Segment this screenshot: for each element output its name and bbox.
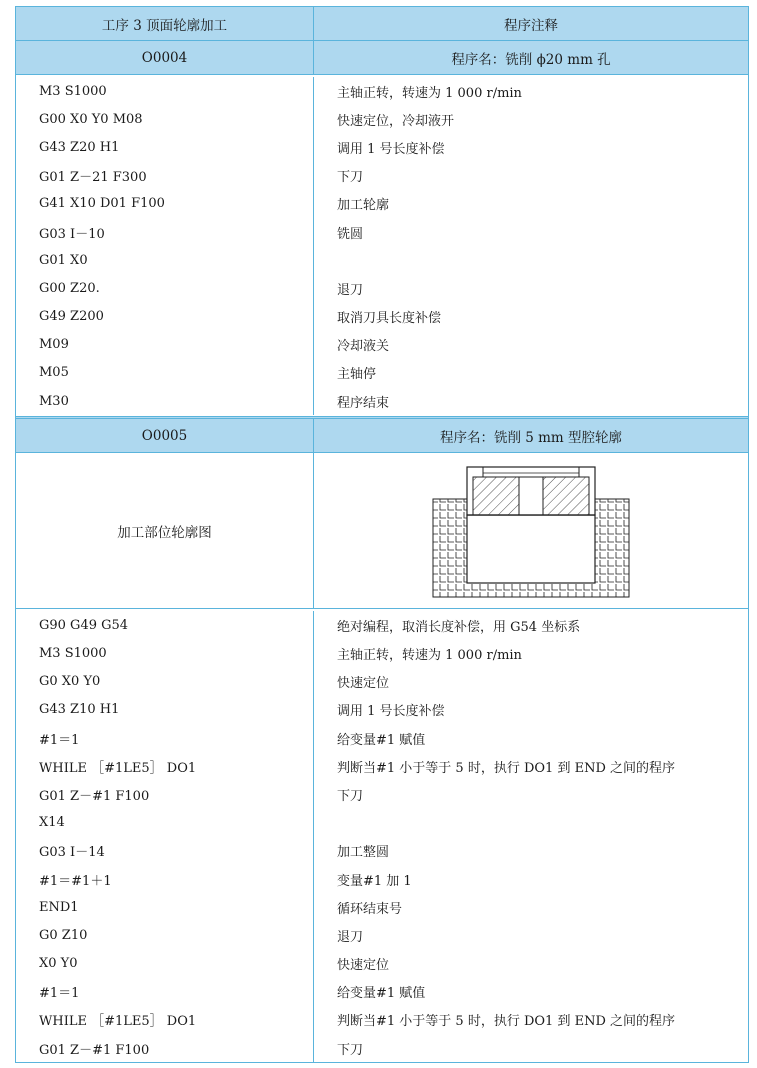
- note-cell: 调用 1 号长度补偿: [337, 141, 445, 157]
- note-cell: 下刀: [337, 1042, 364, 1058]
- table-row: [16, 639, 748, 667]
- code-cell: G03 I－10: [16, 218, 314, 246]
- section1-program-no: O0004: [16, 41, 314, 74]
- table-row: [16, 190, 748, 218]
- note-cell: 程序结束: [337, 395, 390, 411]
- code-cell: M05: [16, 359, 314, 387]
- table-row: [16, 780, 748, 808]
- table-row: [16, 105, 748, 133]
- table-row: [16, 274, 748, 302]
- table-row: [16, 331, 748, 359]
- code-cell: #1＝1: [16, 724, 314, 752]
- code-cell: G43 Z10 H1: [16, 696, 314, 724]
- note-cell: 循环结束号: [337, 901, 403, 917]
- table-row: [16, 950, 748, 978]
- note-cell: 退刀: [337, 929, 364, 945]
- code-cell: G00 X0 Y0 M08: [16, 105, 314, 133]
- note-cell: 快速定位，冷却液开: [337, 113, 455, 129]
- note-cell: 主轴停: [337, 367, 377, 383]
- figure-row: [16, 452, 748, 609]
- code-cell: X14: [16, 809, 314, 837]
- note-cell: 主轴正转，转速为 1 000 r/min: [337, 648, 522, 664]
- table-row: [16, 696, 748, 724]
- code-cell: M30: [16, 387, 314, 415]
- note-cell: 冷却液关: [337, 339, 390, 355]
- code-cell: G03 I－14: [16, 837, 314, 865]
- table-row: [16, 668, 748, 696]
- code-cell: X0 Y0: [16, 950, 314, 978]
- note-cell: 快速定位: [337, 676, 390, 692]
- code-cell: G41 X10 D01 F100: [16, 190, 314, 218]
- code-cell: G01 X0: [16, 246, 314, 274]
- note-cell: 下刀: [337, 170, 364, 186]
- code-cell: G00 Z20.: [16, 274, 314, 302]
- table-row: [16, 162, 748, 190]
- table-row: [16, 837, 748, 865]
- note-cell: [314, 809, 748, 837]
- table-row: [16, 724, 748, 752]
- code-cell: G0 Z10: [16, 921, 314, 949]
- code-cell: END1: [16, 893, 314, 921]
- note-cell: 退刀: [337, 282, 364, 298]
- figure-label: 加工部位轮廓图: [16, 453, 314, 608]
- note-cell: 调用 1 号长度补偿: [337, 704, 445, 720]
- code-cell: G01 Z－#1 F100: [16, 780, 314, 808]
- note-cell: 判断当#1 小于等于 5 时，执行 DO1 到 END 之间的程序: [337, 1014, 676, 1030]
- section2-rows: [16, 609, 748, 1062]
- code-cell: M09: [16, 331, 314, 359]
- figure-cell: [314, 453, 748, 608]
- code-cell: G43 Z20 H1: [16, 133, 314, 161]
- table-row: [16, 77, 748, 105]
- note-cell: 加工整圆: [337, 845, 390, 861]
- table-row: [16, 611, 748, 639]
- note-cell: 绝对编程，取消长度补偿，用 G54 坐标系: [337, 619, 581, 635]
- note-cell: 主轴正转，转速为 1 000 r/min: [337, 85, 522, 101]
- table-row: [16, 978, 748, 1006]
- section2-program-no: O0005: [16, 419, 314, 452]
- note-cell: 铣圆: [337, 226, 364, 242]
- table-row: [16, 752, 748, 780]
- section1-rows: [16, 74, 748, 416]
- note-cell: 变量#1 加 1: [337, 873, 412, 889]
- note-cell: 给变量#1 赋值: [337, 732, 426, 748]
- table-row: [16, 133, 748, 161]
- table-row: [16, 359, 748, 387]
- table-row: [16, 387, 748, 415]
- table-header: [16, 7, 748, 40]
- code-cell: G0 X0 Y0: [16, 668, 314, 696]
- cavity-section-drawing: [431, 463, 631, 599]
- table-row: [16, 921, 748, 949]
- note-cell: 加工轮廓: [337, 198, 390, 214]
- program-table: [15, 6, 749, 1063]
- code-cell: G90 G49 G54: [16, 611, 314, 639]
- code-cell: G49 Z200: [16, 303, 314, 331]
- code-cell: M3 S1000: [16, 77, 314, 105]
- section1-program-name: 程序名：铣削 ϕ20 mm 孔: [451, 51, 611, 68]
- header-process: 工序 3 顶面轮廓加工: [16, 7, 314, 40]
- code-cell: #1＝1: [16, 978, 314, 1006]
- code-cell: G01 Z－#1 F100: [16, 1034, 314, 1062]
- table-row: [16, 218, 748, 246]
- code-cell: WHILE ［#1LE5］ DO1: [16, 1006, 314, 1034]
- table-row: [16, 246, 748, 274]
- note-cell: 下刀: [337, 788, 364, 804]
- note-cell: [314, 246, 748, 274]
- code-cell: WHILE ［#1LE5］ DO1: [16, 752, 314, 780]
- code-cell: G01 Z－21 F300: [16, 162, 314, 190]
- table-row: [16, 865, 748, 893]
- section2-program-name: 程序名：铣削 5 mm 型腔轮廓: [439, 429, 623, 446]
- table-row: [16, 1034, 748, 1062]
- note-cell: 快速定位: [337, 958, 390, 974]
- section1-header: [16, 40, 748, 74]
- table-row: [16, 809, 748, 837]
- table-row: [16, 1006, 748, 1034]
- section2-header: [16, 416, 748, 452]
- note-cell: 给变量#1 赋值: [337, 986, 426, 1002]
- code-cell: M3 S1000: [16, 639, 314, 667]
- table-row: [16, 303, 748, 331]
- header-comment: 程序注释: [504, 17, 558, 34]
- note-cell: 判断当#1 小于等于 5 时，执行 DO1 到 END 之间的程序: [337, 760, 676, 776]
- note-cell: 取消刀具长度补偿: [337, 311, 442, 327]
- table-row: [16, 893, 748, 921]
- code-cell: #1＝#1＋1: [16, 865, 314, 893]
